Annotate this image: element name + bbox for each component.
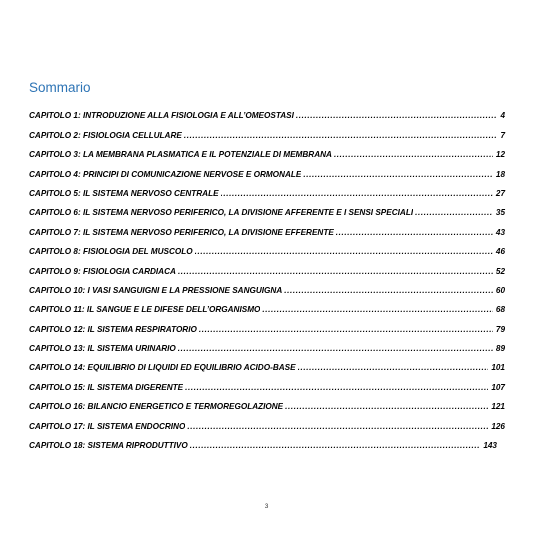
toc-entry[interactable] <box>29 277 505 296</box>
toc-leader-dots <box>178 344 493 354</box>
toc-leader-dots <box>285 402 488 412</box>
toc-leader-dots <box>185 383 488 393</box>
toc-entry-label: CAPITOLO 1: INTRODUZIONE ALLA FISIOLOGIA E ALL’OMEOSTASI <box>29 111 294 121</box>
toc-entry-page-number: 68 <box>495 305 505 315</box>
toc-entry-label: CAPITOLO 6: IL SISTEMA NERVOSO PERIFERICO, LA DIVISIONE AFFERENTE E I SENSI SPECIALI <box>29 208 414 218</box>
toc-entry-label: CAPITOLO 10: I VASI SANGUIGNI E LA PRESSIONE SANGUIGNA <box>29 285 283 295</box>
toc-leader-dots <box>336 228 493 238</box>
toc-entry[interactable] <box>29 141 505 160</box>
toc-entry[interactable] <box>29 160 505 179</box>
toc-leader-dots <box>221 189 493 199</box>
toc-entry[interactable] <box>29 257 505 276</box>
toc-leader-dots <box>184 131 498 141</box>
toc-entry-page-number: 35 <box>495 208 505 218</box>
toc-entry[interactable] <box>29 180 505 199</box>
toc-entry-page-number: 7 <box>500 130 505 140</box>
toc-entry-page-number: 43 <box>495 227 505 237</box>
toc-leader-dots <box>296 111 498 121</box>
toc-entry-page-number: 143 <box>483 441 497 451</box>
toc-entry[interactable] <box>29 393 505 412</box>
toc-entry-label: CAPITOLO 7: IL SISTEMA NERVOSO PERIFERICO, LA DIVISIONE EFFERENTE <box>29 227 334 237</box>
toc-entry-page-number: 121 <box>491 402 505 412</box>
toc-entry-label: CAPITOLO 13: IL SISTEMA URINARIO <box>29 344 176 354</box>
toc-entry[interactable] <box>29 412 505 431</box>
toc-entry-page-number: 18 <box>495 169 505 179</box>
toc-entry-label: CAPITOLO 4: PRINCIPI DI COMUNICAZIONE NERVOSE E ORMONALE <box>29 169 302 179</box>
toc-entry[interactable] <box>29 432 497 451</box>
toc-entry[interactable] <box>29 354 505 373</box>
toc-leader-dots <box>187 422 488 432</box>
toc-entry-page-number: 52 <box>495 266 505 276</box>
toc-leader-dots <box>298 363 489 373</box>
toc-entry[interactable] <box>29 121 505 140</box>
toc-entry-page-number: 107 <box>491 382 505 392</box>
toc-entry-page-number: 101 <box>491 363 505 373</box>
toc-leader-dots <box>284 286 493 296</box>
toc-entry[interactable] <box>29 335 505 354</box>
toc-entry[interactable] <box>29 296 505 315</box>
toc-leader-dots <box>303 170 493 180</box>
toc-entry[interactable] <box>29 218 505 237</box>
toc-entry-page-number: 12 <box>495 150 505 160</box>
toc-list <box>29 102 505 451</box>
toc-entry-page-number: 27 <box>495 188 505 198</box>
toc-entry-page-number: 60 <box>495 285 505 295</box>
toc-leader-dots <box>199 325 493 335</box>
toc-entry-label: CAPITOLO 12: IL SISTEMA RESPIRATORIO <box>29 324 197 334</box>
toc-entry-label: CAPITOLO 15: IL SISTEMA DIGERENTE <box>29 382 184 392</box>
toc-entry[interactable] <box>29 102 505 121</box>
toc-entry-label: CAPITOLO 9: FISIOLOGIA CARDIACA <box>29 266 176 276</box>
toc-entry[interactable] <box>29 315 505 334</box>
toc-entry-page-number: 4 <box>500 111 505 121</box>
toc-leader-dots <box>262 305 492 315</box>
toc-entry[interactable] <box>29 238 505 257</box>
toc-leader-dots <box>334 150 493 160</box>
page-number: 3 <box>264 503 269 510</box>
toc-leader-dots <box>415 208 493 218</box>
toc-leader-dots <box>195 247 493 257</box>
toc-title: Sommario <box>29 80 91 95</box>
toc-entry-page-number: 89 <box>495 344 505 354</box>
toc-entry[interactable] <box>29 373 505 392</box>
toc-leader-dots <box>178 267 493 277</box>
toc-entry-page-number: 79 <box>495 324 505 334</box>
toc-entry-label: CAPITOLO 17: IL SISTEMA ENDOCRINO <box>29 421 186 431</box>
toc-entry-label: CAPITOLO 3: LA MEMBRANA PLASMATICA E IL POTENZIALE DI MEMBRANA <box>29 150 332 160</box>
toc-entry-label: CAPITOLO 14: EQUILIBRIO DI LIQUIDI ED EQUILIBRIO ACIDO-BASE <box>29 363 296 373</box>
toc-entry-label: CAPITOLO 18: SISTEMA RIPRODUTTIVO <box>29 441 188 451</box>
toc-entry-label: CAPITOLO 16: BILANCIO ENERGETICO E TERMOREGOLAZIONE <box>29 402 284 412</box>
toc-entry-page-number: 126 <box>491 421 505 431</box>
toc-entry[interactable] <box>29 199 505 218</box>
toc-entry-label: CAPITOLO 8: FISIOLOGIA DEL MUSCOLO <box>29 247 193 257</box>
toc-leader-dots <box>190 441 481 451</box>
toc-entry-label: CAPITOLO 2: FISIOLOGIA CELLULARE <box>29 130 182 140</box>
toc-entry-label: CAPITOLO 11: IL SANGUE E LE DIFESE DELL’ORGANISMO <box>29 305 261 315</box>
toc-entry-label: CAPITOLO 5: IL SISTEMA NERVOSO CENTRALE <box>29 188 219 198</box>
toc-entry-page-number: 46 <box>495 247 505 257</box>
